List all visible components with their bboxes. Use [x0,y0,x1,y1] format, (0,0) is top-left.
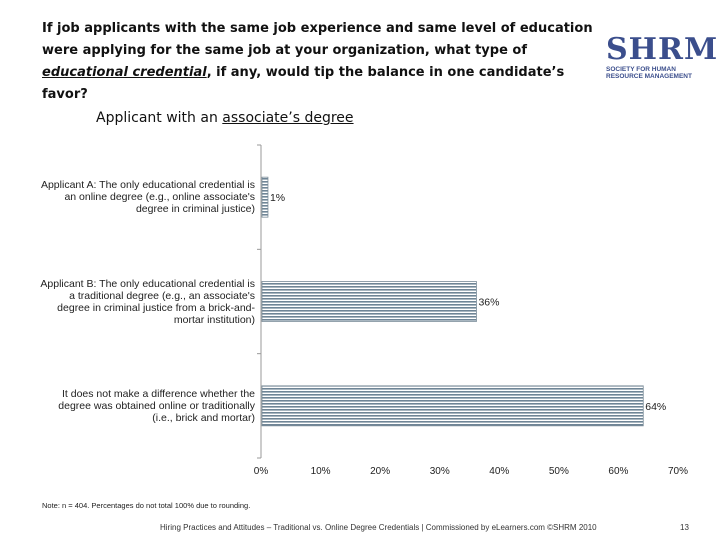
data-label: 36% [478,296,500,309]
x-tick-label: 40% [489,466,510,477]
page-number: 13 [680,523,689,532]
footnote: Note: n = 404. Percentages do not total 100% due to rounding. [42,501,251,510]
x-tick-label: 10% [310,466,331,477]
data-label: 1% [269,192,286,205]
category-label: It does not make a difference whether the degree was obtained online or traditionally (i.e., brick and mortar) [58,387,255,424]
x-tick-label: 0% [253,466,269,477]
logo-tagline: SOCIETY FOR HUMAN RESOURCE MANAGEMENT [606,66,692,80]
logo-mark: SHRM [606,32,719,67]
question-emphasis: educational credential [42,65,207,80]
x-tick-label: 60% [608,466,629,477]
data-label: 64% [645,400,667,413]
bar [262,282,476,322]
category-label: Applicant A: The only educational credential is an online degree (e.g., online associate's degree in criminal justice) [40,179,255,216]
footer-text: Hiring Practices and Attitudes – Traditional vs. Online Degree Credentials | Commissioned by eLearners.com ©SHRM 2010 [160,523,597,532]
bar [262,177,268,217]
x-tick-label: 30% [429,466,450,477]
bar [262,386,643,426]
question-part2: , if any, would tip the balance in one candidate’s favor? [42,65,565,102]
chart-title-emphasis: associate’s degree [222,110,354,126]
x-tick-label: 20% [370,466,391,477]
chart-title-prefix: Applicant with an [96,110,223,126]
question-part1: If job applicants with the same job experience and same level of education were applying for the same job at your organization, what type of [42,21,593,58]
category-label: Applicant B: The only educational credential is a traditional degree (e.g., an associate's degree in criminal justice from a brick-and-mortar institution) [40,277,255,326]
x-tick-label: 70% [667,466,689,477]
x-tick-label: 50% [548,466,569,477]
